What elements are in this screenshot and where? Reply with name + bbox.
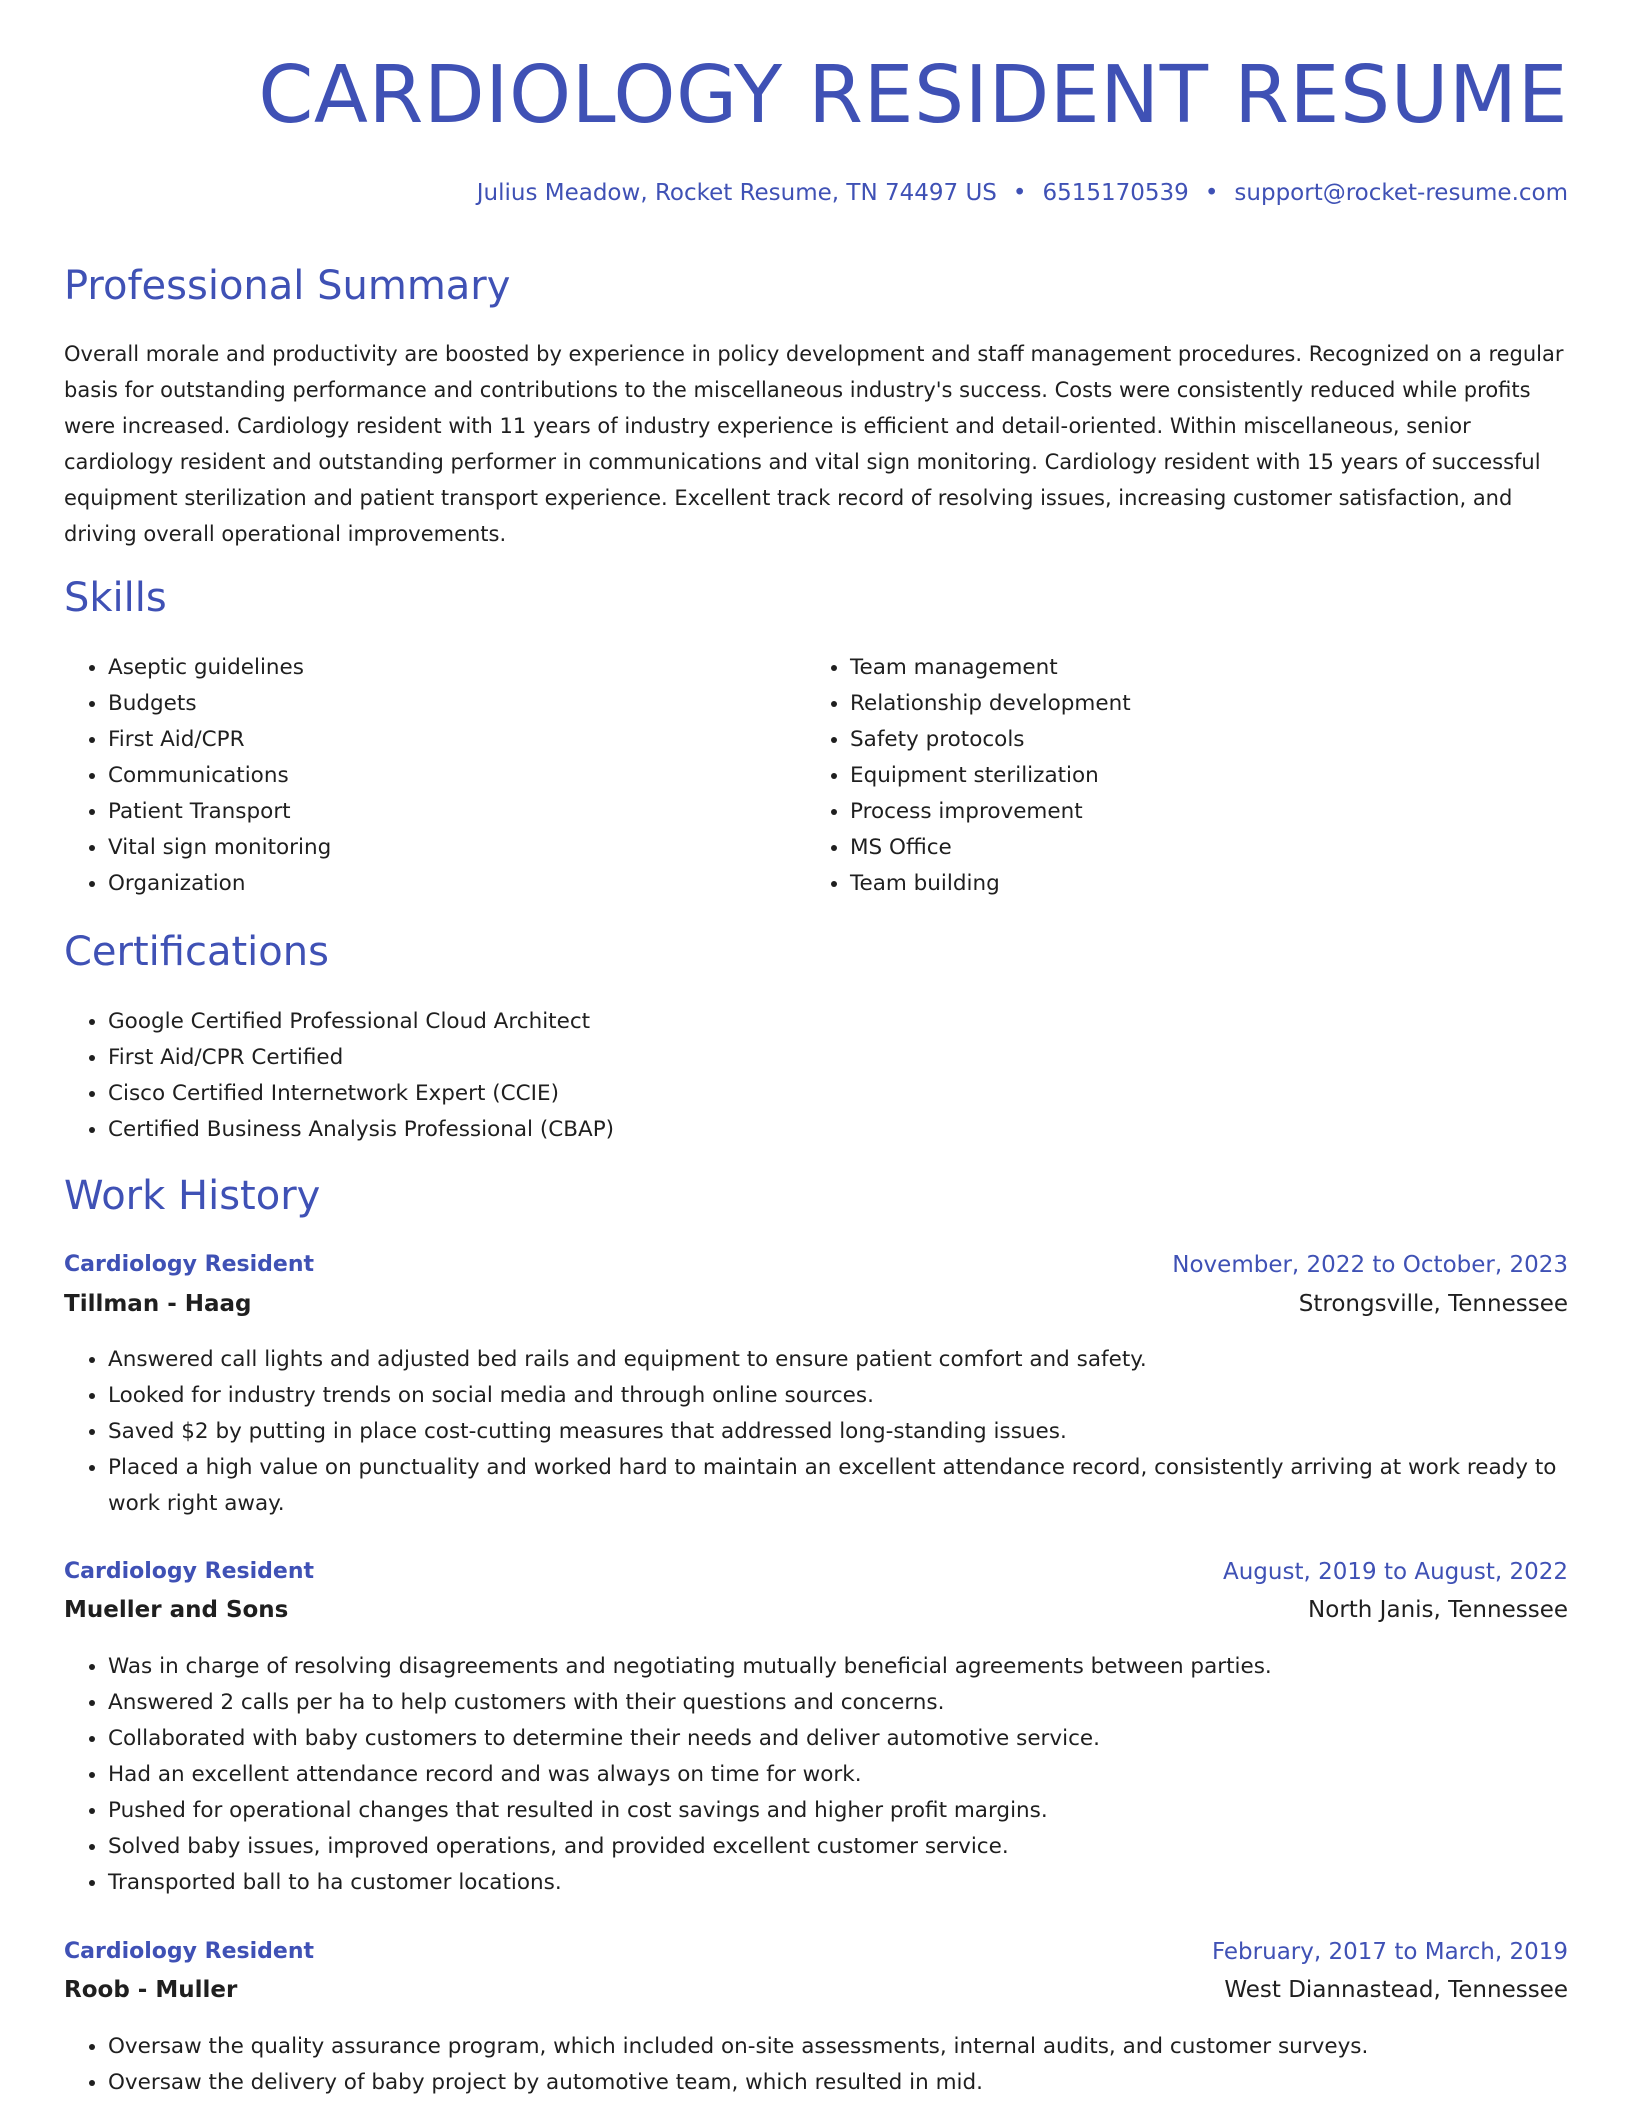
skill-item: • First Aid/CPR (108, 722, 331, 758)
skill-item: • Safety protocols (850, 722, 1131, 758)
skill-item: • Team management (850, 650, 1131, 686)
job-bullet: • Collaborated with baby customers to determine their needs and deliver automotive service. (108, 1721, 1568, 1757)
contact-line (477, 180, 1568, 206)
skill-item: • Budgets (108, 686, 331, 722)
skill-item: • Aseptic guidelines (108, 650, 331, 686)
skill-item: • Communications (108, 758, 331, 794)
certification-item: • Google Certified Professional Cloud Architect (108, 1004, 614, 1040)
job-bullet: • Saved $2 by putting in place cost-cutting measures that addressed long-standing issues. (108, 1414, 1568, 1450)
skill-item: • Organization (108, 866, 331, 902)
skill-item: • Equipment sterilization (850, 758, 1131, 794)
job-location: North Janis, Tennessee (1308, 1597, 1568, 1623)
certification-item: • First Aid/CPR Certified (108, 1040, 614, 1076)
certifications-list (64, 1004, 614, 1148)
job-bullet: • Looked for industry trends on social media and through online sources. (108, 1378, 1568, 1414)
job-company: Mueller and Sons (64, 1597, 289, 1623)
resume-title: CARDIOLOGY RESIDENT RESUME (258, 49, 1568, 141)
skills-heading: Skills (64, 575, 167, 621)
job-bullet: • Transported ball to ha customer locations. (108, 1865, 1568, 1901)
certifications-heading: Certifications (64, 929, 329, 975)
job-dates: November, 2022 to October, 2023 (1172, 1252, 1568, 1278)
contact-email[interactable]: support@rocket-resume.com (1234, 180, 1568, 206)
work-history-heading: Work History (64, 1173, 321, 1219)
contact-phone: 6515170539 (1042, 180, 1189, 206)
job-bullet: • Had an excellent attendance record and was always on time for work. (108, 1757, 1568, 1793)
contact-separator: • (1012, 180, 1027, 206)
skills-list-right (806, 650, 1131, 902)
job-bullet: • Placed a high value on punctuality and worked hard to maintain an excellent attendance record, consistently arriving at work ready to work right away. (108, 1450, 1568, 1522)
job-bullet: • Solved baby issues, improved operations, and provided excellent customer service. (108, 1829, 1568, 1865)
job-bullet: • Was in charge of resolving disagreements and negotiating mutually beneficial agreements between parties. (108, 1649, 1568, 1685)
summary-text: Overall morale and productivity are boosted by experience in policy development and staff management procedures. Recognized on a regular basis for outstanding performance and contributions to the miscellaneous industry's success. Costs were consistently reduced while profits were increased. Cardiology resident with 11 years of industry experience is efficient and detail-oriented. Within miscellaneous, senior cardiology resident and outstanding performer in communications and vital sign monitoring. Cardiology resident with 15 years of successful equipment sterilization and patient transport experience. Excellent track record of resolving issues, increasing customer satisfaction, and driving overall operational improvements. (64, 342, 1564, 546)
skill-item: • Vital sign monitoring (108, 830, 331, 866)
job-bullet: • Oversaw the delivery of baby project by automotive team, which resulted in mid. (108, 2065, 1568, 2101)
summary-heading: Professional Summary (64, 263, 511, 309)
job-bullets (64, 2029, 1568, 2101)
job-title: Cardiology Resident (64, 1939, 314, 1964)
skill-item: • MS Office (850, 830, 1131, 866)
job-bullet: • Answered 2 calls per ha to help customers with their questions and concerns. (108, 1685, 1568, 1721)
job-title: Cardiology Resident (64, 1559, 314, 1584)
certification-item: • Certified Business Analysis Professional (CBAP) (108, 1112, 614, 1148)
skills-list-left (64, 650, 331, 902)
skill-item: • Team building (850, 866, 1131, 902)
job-bullets (64, 1649, 1568, 1901)
job-dates: August, 2019 to August, 2022 (1223, 1559, 1568, 1585)
certification-item: • Cisco Certified Internetwork Expert (CCIE) (108, 1076, 614, 1112)
job-bullets (64, 1342, 1568, 1522)
skill-item: • Relationship development (850, 686, 1131, 722)
job-dates: February, 2017 to March, 2019 (1211, 1939, 1568, 1965)
skill-item: • Patient Transport (108, 794, 331, 830)
job-bullet: • Pushed for operational changes that resulted in cost savings and higher profit margins. (108, 1793, 1568, 1829)
contact-separator: • (1204, 180, 1219, 206)
job-location: Strongsville, Tennessee (1298, 1291, 1568, 1317)
contact-address: Julius Meadow, Rocket Resume, TN 74497 US (476, 180, 997, 206)
job-bullet: • Answered call lights and adjusted bed rails and equipment to ensure patient comfort and safety. (108, 1342, 1568, 1378)
job-location: West Diannastead, Tennessee (1224, 1977, 1568, 2003)
job-bullet: • Oversaw the quality assurance program, which included on-site assessments, internal audits, and customer surveys. (108, 2029, 1568, 2065)
job-title: Cardiology Resident (64, 1252, 314, 1277)
job-company: Tillman - Haag (64, 1291, 252, 1317)
skill-item: • Process improvement (850, 794, 1131, 830)
job-company: Roob - Muller (64, 1977, 238, 2003)
